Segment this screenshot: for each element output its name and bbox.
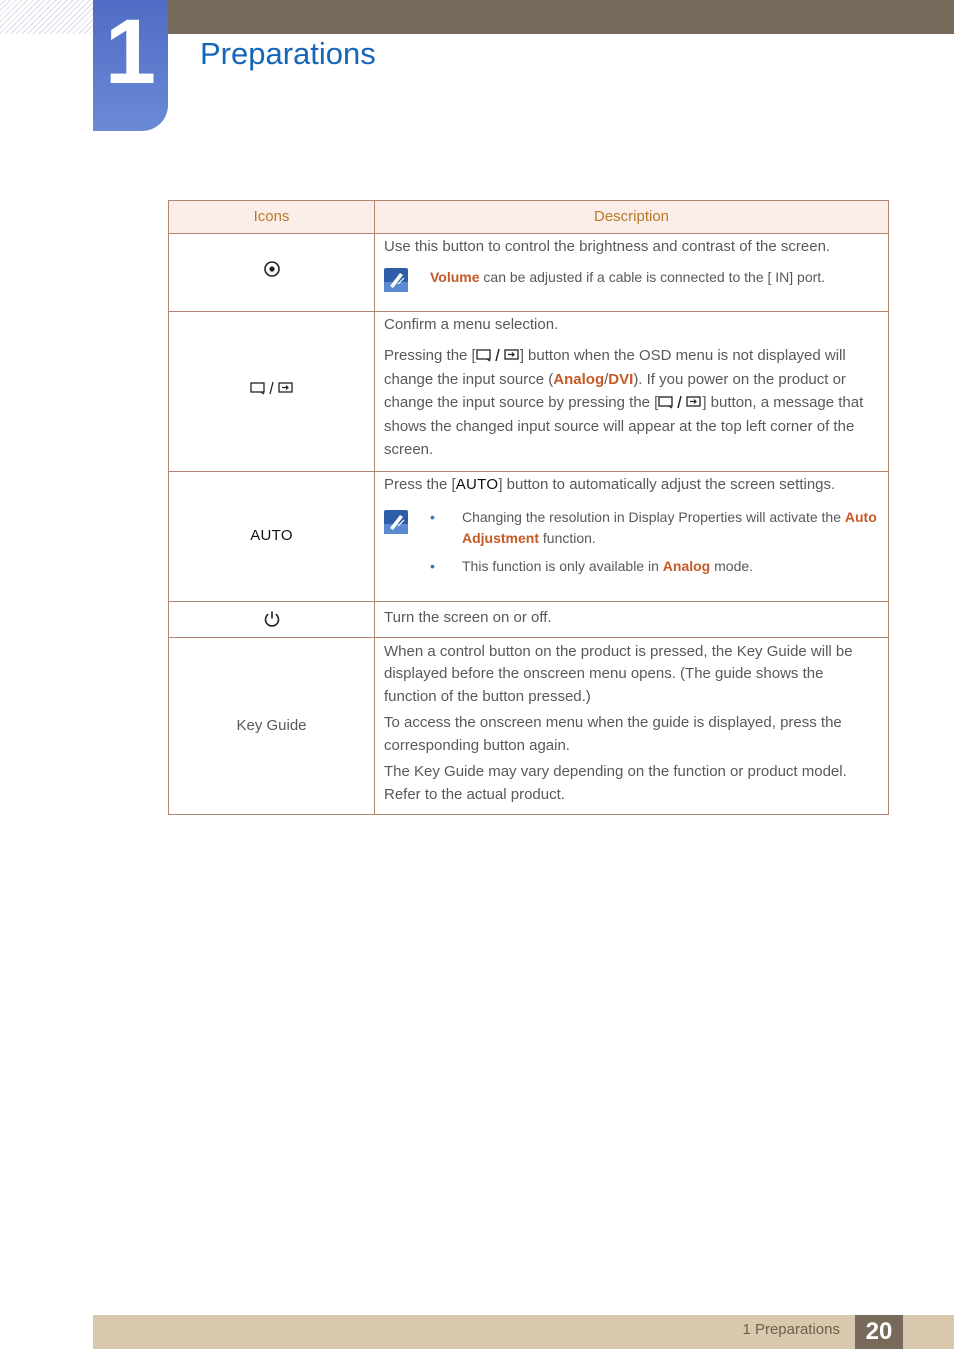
description-cell: [375, 234, 889, 312]
header-hatch: [0, 0, 93, 34]
row2-text-2: Pressing the [ ] button when the OSD menu is not displayed will change the input source (Analog/DVI). If you power on the product or change the input source by pressing the [ ] button, a message that shows the changed input source will appear at the top left corner of the screen.: [384, 347, 864, 458]
header-icons: Icons: [169, 201, 375, 234]
note-text: [430, 266, 825, 288]
note: [384, 508, 880, 584]
icon-cell: [169, 637, 375, 814]
icon-cell: [169, 601, 375, 637]
chapter-number: 1: [104, 1, 157, 103]
note-icon: [384, 510, 408, 534]
source-enter-icon: [476, 348, 520, 362]
table-row: [169, 312, 889, 472]
table-header-row: [169, 201, 889, 234]
description-cell: [375, 601, 889, 637]
note: [384, 266, 880, 292]
page-number: 20: [855, 1315, 903, 1349]
header-bar: [168, 0, 954, 34]
icon-cell: [169, 312, 375, 472]
table-row: [169, 234, 889, 312]
power-icon: [263, 610, 281, 628]
dvi-highlight: DVI: [608, 370, 634, 388]
description-cell: [375, 312, 889, 472]
footer-chapter-label: 1 Preparations: [742, 1321, 840, 1338]
icon-cell: [169, 471, 375, 601]
chapter-title: Preparations: [200, 36, 376, 71]
table-row: [169, 601, 889, 637]
note-bullets: [430, 507, 880, 584]
source-enter-icon: [658, 395, 702, 409]
list-item: • This function is only available in Analog mode.: [430, 556, 880, 577]
table-row: [169, 471, 889, 601]
header-description: Description: [375, 201, 889, 234]
row4-text: Turn the screen on or off.: [384, 609, 552, 626]
row5-text-2: To access the onscreen menu when the guide is displayed, press the corresponding button again.: [384, 714, 842, 754]
brightness-icon: [263, 260, 281, 278]
row1-text: Use this button to control the brightness and contrast of the screen.: [384, 238, 831, 255]
icon-cell: [169, 234, 375, 312]
key-guide-label: Key Guide: [236, 716, 307, 734]
auto-label: AUTO: [250, 527, 293, 544]
row2-text-1: Confirm a menu selection.: [384, 316, 559, 333]
row3-text: Press the [AUTO] button to automatically adjust the screen settings.: [384, 475, 836, 493]
note-rest: can be adjusted if a cable is connected to the [ IN] port.: [479, 269, 826, 285]
note-icon: [384, 268, 408, 292]
source-enter-icon: [250, 381, 294, 395]
description-cell: [375, 471, 889, 601]
table-row: [169, 637, 889, 814]
description-cell: [375, 637, 889, 814]
analog-highlight: Analog: [553, 370, 605, 388]
list-item: • Changing the resolution in Display Properties will activate the Auto Adjustment function.: [430, 507, 880, 549]
row5-text-3: The Key Guide may vary depending on the function or product model. Refer to the actual product.: [384, 763, 847, 803]
volume-highlight: Volume: [430, 269, 480, 285]
row5-text-1: When a control button on the product is pressed, the Key Guide will be displayed before the onscreen menu opens. (The guide shows the function of the button pressed.): [384, 642, 853, 705]
auto-adjustment-highlight: Auto Adjustment: [462, 508, 877, 546]
analog-highlight: Analog: [662, 557, 711, 574]
icons-table: [168, 200, 889, 815]
